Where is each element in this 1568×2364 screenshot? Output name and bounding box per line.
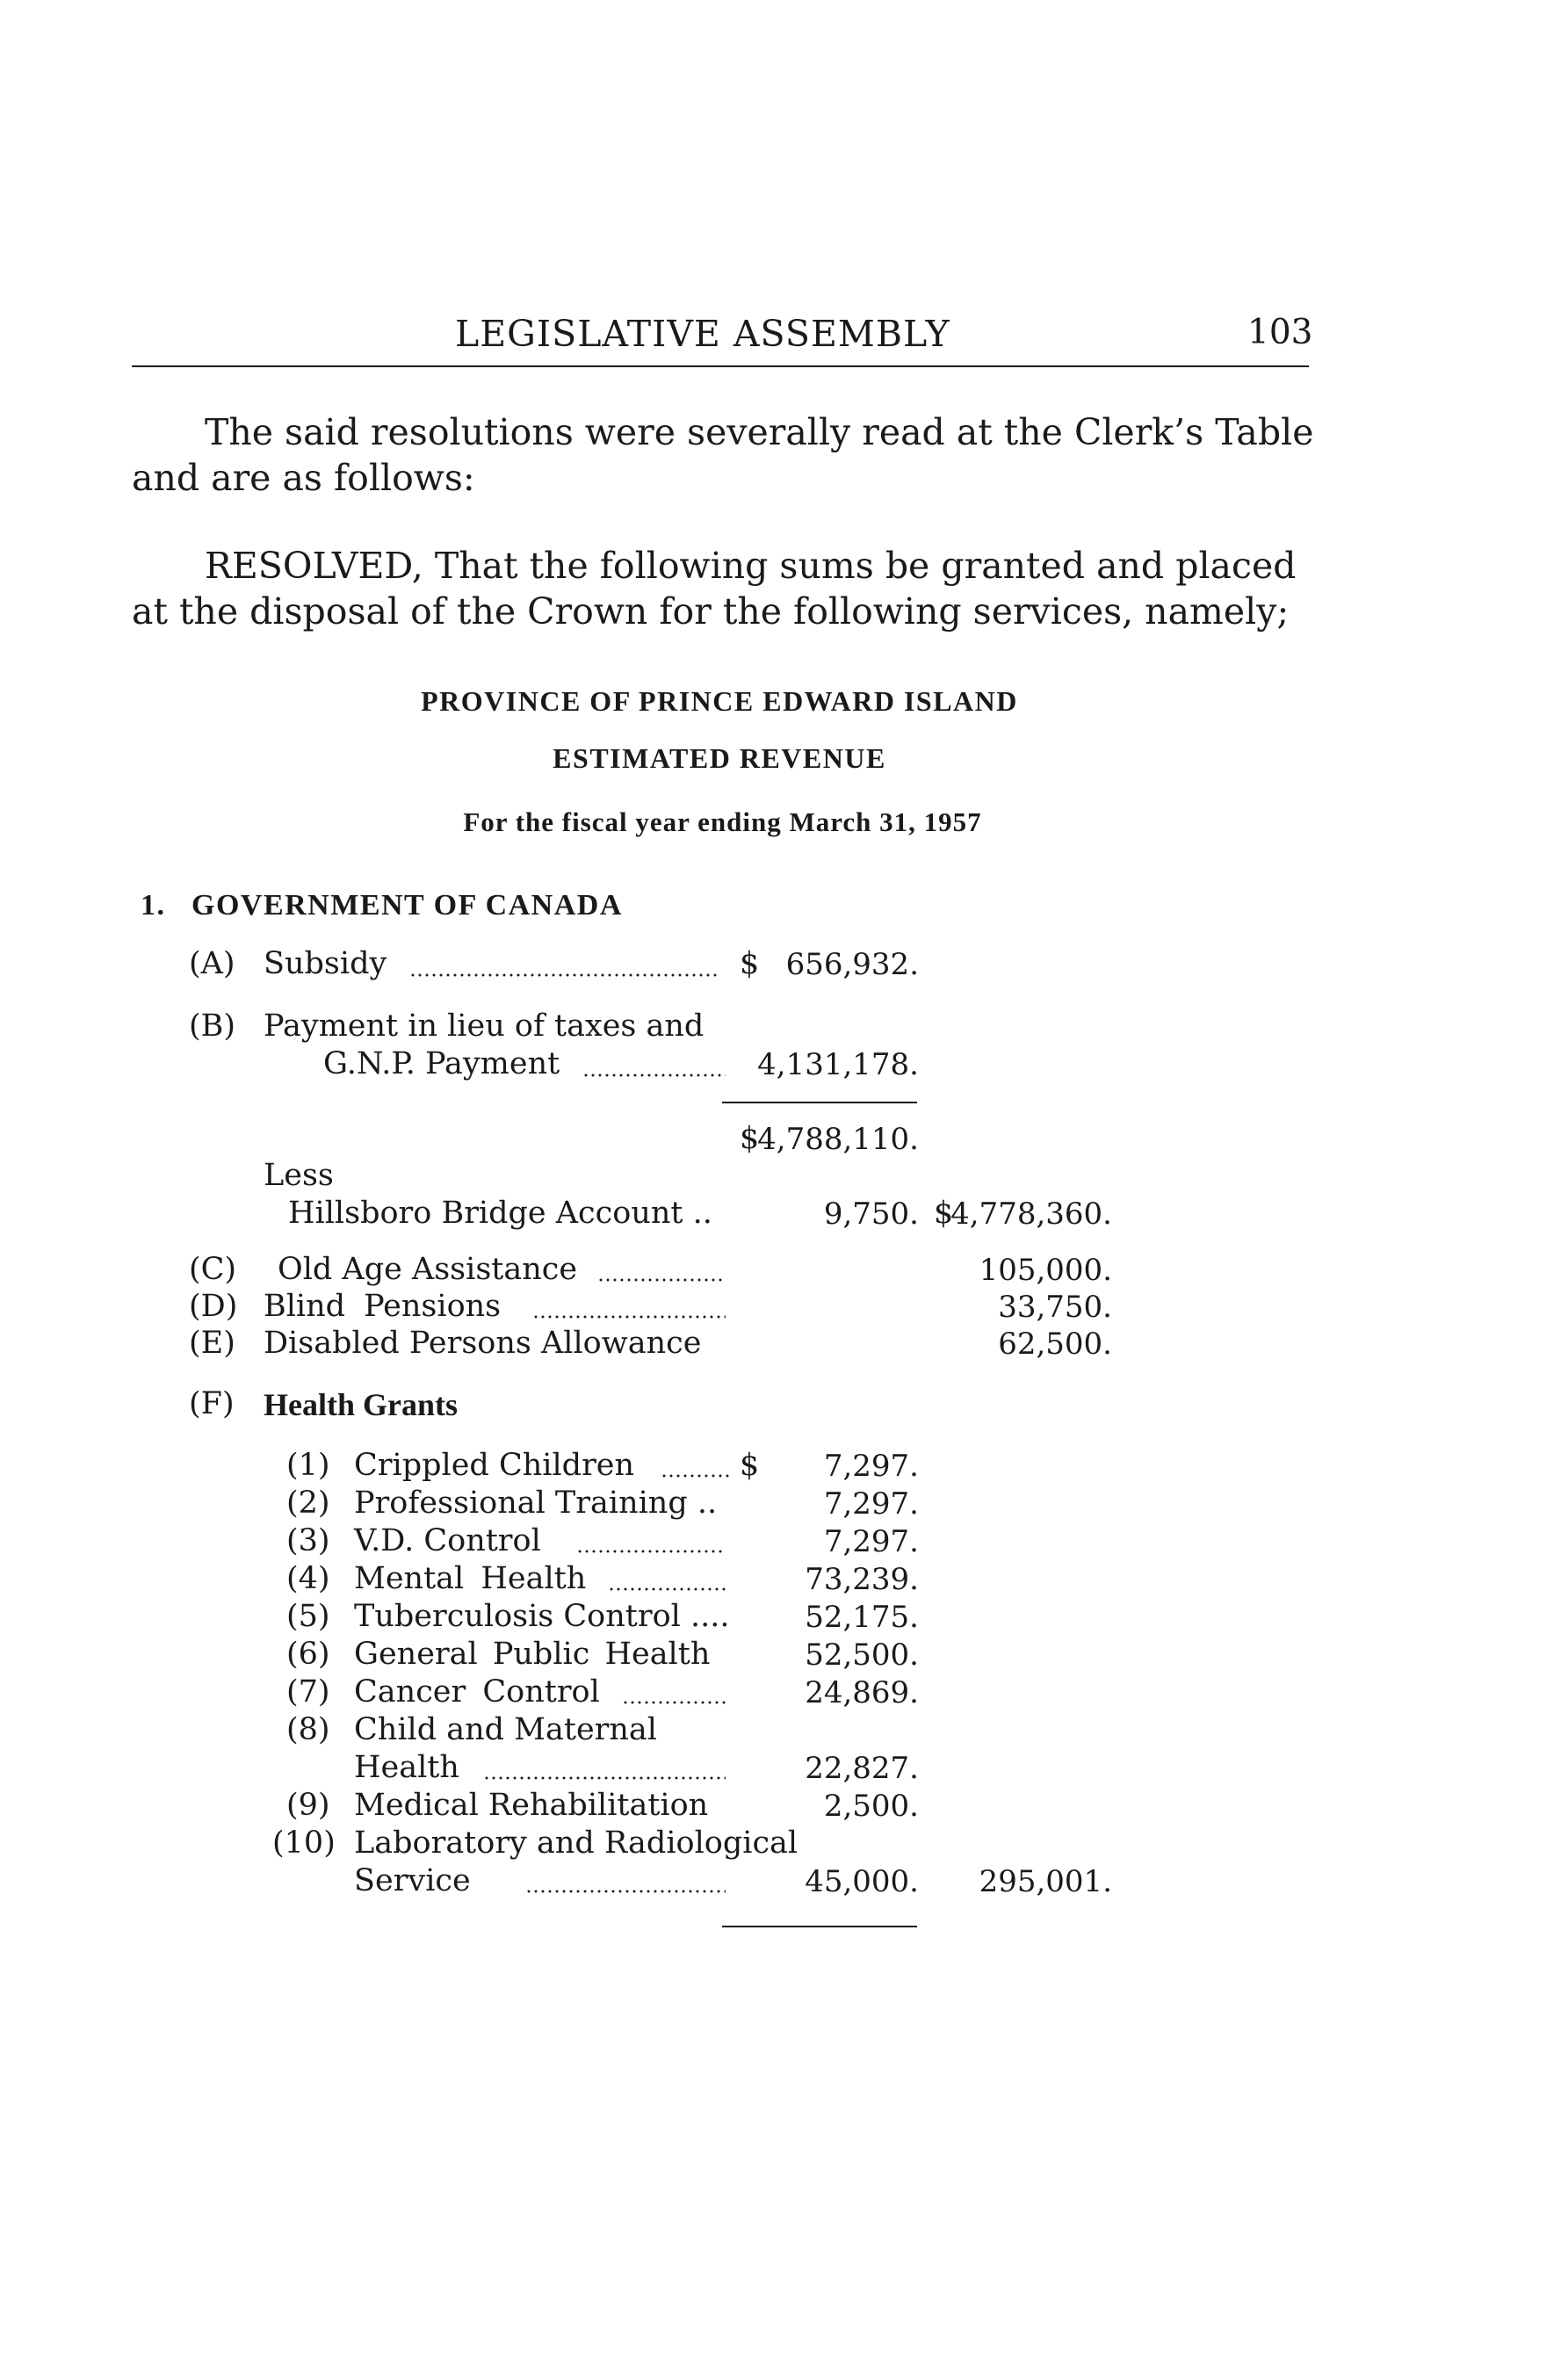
health-grants-total: 295,001. (979, 1864, 1112, 1899)
grant-number: (5) (286, 1599, 330, 1634)
grant-amount: 2,500. (823, 1789, 919, 1824)
subtotal-amount: 4,788,110. (757, 1122, 919, 1157)
grant-number: (9) (286, 1788, 330, 1823)
grant-amount: 7,297. (823, 1449, 919, 1484)
item-d-letter: (D) (189, 1289, 238, 1324)
grant-label-line2: Health (354, 1750, 459, 1785)
less-item-label: Hillsboro Bridge Account .. (288, 1196, 712, 1231)
grant-label: Crippled Children (354, 1448, 635, 1483)
item-c-letter: (C) (189, 1252, 237, 1287)
less-total-amount: 4,778,360. (950, 1196, 1112, 1232)
subtotal-dollar: $ (740, 1121, 760, 1156)
leader-dots (608, 1587, 726, 1591)
grant-number: (3) (286, 1523, 330, 1558)
leader-dots (525, 1890, 726, 1893)
header-rule (132, 365, 1309, 367)
closing-rule (722, 1926, 917, 1927)
grant-number: (6) (286, 1637, 330, 1672)
page-header-title: LEGISLATIVE ASSEMBLY (455, 313, 950, 355)
grant-amount: 22,827. (805, 1751, 919, 1786)
item-f-label: Health Grants (264, 1387, 458, 1422)
less-item-amount: 9,750. (823, 1196, 919, 1232)
less-total-dollar: $ (934, 1196, 954, 1231)
less-label: Less (264, 1158, 334, 1193)
grant-dollar: $ (740, 1448, 760, 1483)
grant-number: (1) (286, 1448, 330, 1483)
grant-label: Tuberculosis Control .... (354, 1599, 730, 1634)
item-b-amount: 4,131,178. (757, 1047, 919, 1082)
grant-label: General Public Health (354, 1637, 711, 1672)
item-e-letter: (E) (189, 1326, 235, 1361)
grant-number: (2) (286, 1486, 330, 1521)
leader-dots (661, 1474, 729, 1478)
item-e-label: Disabled Persons Allowance (264, 1326, 702, 1361)
province-heading: PROVINCE OF PRINCE EDWARD ISLAND (421, 685, 1018, 717)
grant-amount: 73,239. (805, 1562, 919, 1597)
item-c-amount: 105,000. (979, 1253, 1112, 1288)
fiscal-year-heading: For the fiscal year ending March 31, 1957 (463, 806, 982, 837)
leader-dots (597, 1278, 726, 1282)
grant-label-line2: Service (354, 1863, 471, 1898)
leader-dots (576, 1550, 726, 1553)
estimate-heading: ESTIMATED REVENUE (553, 742, 886, 774)
leader-dots (582, 1074, 726, 1077)
leader-dots (483, 1776, 726, 1780)
resolved-line-1: RESOLVED, That the following sums be granted and placed (205, 545, 1297, 587)
item-a-dollar: $ (740, 946, 760, 981)
item-b-label-line1: Payment in lieu of taxes and (264, 1008, 705, 1044)
item-c-label: Old Age Assistance (278, 1252, 578, 1287)
grant-label: Laboratory and Radiological (354, 1825, 798, 1861)
item-e-amount: 62,500. (998, 1327, 1112, 1362)
section-title: GOVERNMENT OF CANADA (191, 889, 623, 922)
leader-dots (409, 973, 717, 977)
grant-amount: 45,000. (805, 1864, 919, 1899)
item-b-letter: (B) (189, 1008, 236, 1044)
item-a-amount: 656,932. (785, 947, 919, 982)
item-f-letter: (F) (189, 1386, 235, 1421)
grant-number: (10) (272, 1825, 336, 1861)
grant-amount: 7,297. (823, 1486, 919, 1522)
grant-label: V.D. Control (354, 1523, 541, 1558)
grant-amount: 52,175. (805, 1600, 919, 1635)
grant-label: Mental Health (354, 1561, 587, 1596)
resolved-line-2: at the disposal of the Crown for the following services, namely; (132, 590, 1290, 633)
grant-label: Professional Training .. (354, 1486, 718, 1521)
grant-label: Cancer Control (354, 1674, 600, 1710)
grant-amount: 7,297. (823, 1524, 919, 1559)
subtotal-rule (722, 1102, 917, 1103)
page-number: 103 (1247, 313, 1313, 352)
grant-number: (4) (286, 1561, 330, 1596)
grant-amount: 52,500. (805, 1637, 919, 1673)
grant-label: Medical Rehabilitation (354, 1788, 709, 1823)
item-b-label-line2: G.N.P. Payment (323, 1046, 560, 1081)
grant-amount: 24,869. (805, 1675, 919, 1710)
item-a-label: Subsidy (264, 946, 387, 981)
leader-dots (532, 1315, 726, 1319)
item-d-label: Blind Pensions (264, 1289, 502, 1324)
grant-number: (7) (286, 1674, 330, 1710)
grant-label: Child and Maternal (354, 1712, 657, 1747)
item-a-letter: (A) (189, 946, 235, 981)
intro-line-1: The said resolutions were severally read at the Clerk’s Table (205, 411, 1314, 453)
item-d-amount: 33,750. (998, 1290, 1112, 1325)
section-number: 1. (141, 889, 166, 922)
leader-dots (622, 1701, 726, 1704)
grant-number: (8) (286, 1712, 330, 1747)
intro-line-2: and are as follows: (132, 457, 475, 499)
